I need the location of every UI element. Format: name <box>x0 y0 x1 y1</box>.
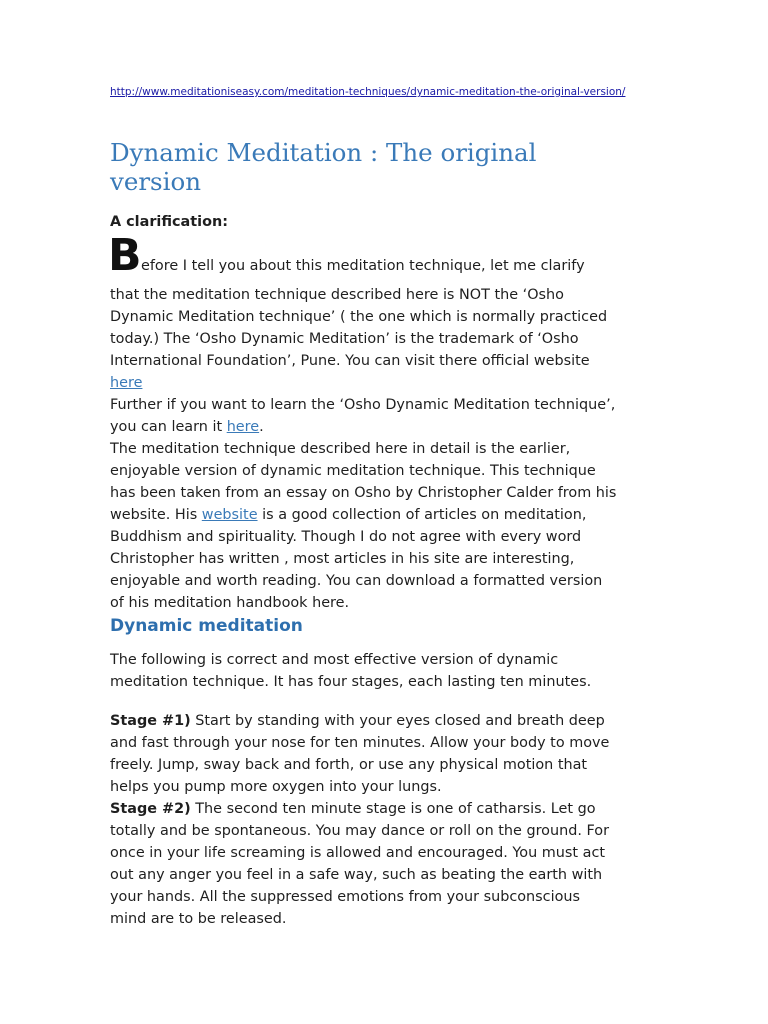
text-line: efore I tell you about this meditation technique, let me clarify <box>141 258 585 274</box>
section-heading: Dynamic meditation <box>110 616 303 636</box>
dropcap-line <box>110 232 662 284</box>
text-line: Further if you want to learn the ‘Osho Dynamic Meditation technique’, <box>110 397 616 413</box>
text-line <box>110 416 662 438</box>
text-line: has been taken from an essay on Osho by Christopher Calder from his <box>110 485 617 501</box>
text-line: meditation technique. It has four stages, each lasting ten minutes. <box>110 674 592 690</box>
text-line: helps you pump more oxygen into your lungs. <box>110 779 442 795</box>
text-line: The meditation technique described here in detail is the earlier, <box>110 441 571 457</box>
text-line <box>110 372 662 394</box>
text-line: of his meditation handbook here. <box>110 595 350 611</box>
text-line: mind are to be released. <box>110 911 287 927</box>
text-line: International Foundation’, Pune. You can visit there official website <box>110 353 590 369</box>
official-website-link[interactable]: here <box>110 375 143 391</box>
text-line: Buddhism and spirituality. Though I do not agree with every word <box>110 529 582 545</box>
text-line: enjoyable version of dynamic meditation technique. This technique <box>110 463 596 479</box>
text-line <box>110 504 662 526</box>
text-line: today.) The ‘Osho Dynamic Meditation’ is the trademark of ‘Osho <box>110 331 579 347</box>
stages-paragraph <box>110 710 662 930</box>
text-segment: website. His <box>110 507 202 523</box>
text-line: totally and be spontaneous. You may dance or roll on the ground. For <box>110 823 609 839</box>
text-line <box>110 798 662 820</box>
text-line: out any anger you feel in a safe way, such as beating the earth with <box>110 867 603 883</box>
text-segment: . <box>259 419 264 435</box>
text-segment: is a good collection of articles on meditation, <box>257 507 587 523</box>
text-segment: Start by standing with your eyes closed and breath deep <box>190 713 605 729</box>
page-title <box>110 138 630 196</box>
text-segment: The second ten minute stage is one of catharsis. Let go <box>190 801 596 817</box>
text-line: enjoyable and worth reading. You can download a formatted version <box>110 573 603 589</box>
text-line: once in your life screaming is allowed and encouraged. You must act <box>110 845 605 861</box>
text-line: that the meditation technique described here is NOT the ‘Osho <box>110 287 564 303</box>
text-line: Christopher has written , most articles in his site are interesting, <box>110 551 575 567</box>
text-line: The following is correct and most effective version of dynamic <box>110 652 559 668</box>
text-line <box>110 710 662 732</box>
calder-website-link[interactable]: website <box>201 507 258 523</box>
source-url-link[interactable]: http://www.meditationiseasy.com/meditation-techniques/dynamic-meditation-the-original-version/ <box>110 86 626 98</box>
clarification-label: A clarification: <box>110 214 228 230</box>
section-intro-paragraph <box>110 649 662 693</box>
learn-technique-link[interactable]: here <box>226 419 260 435</box>
intro-paragraph <box>110 232 662 614</box>
stage-label: Stage #2) <box>110 801 191 817</box>
text-segment: you can learn it <box>110 419 227 435</box>
stage-label: Stage #1) <box>110 713 191 729</box>
text-line: your hands. All the suppressed emotions from your subconscious <box>110 889 581 905</box>
text-line: freely. Jump, sway back and forth, or use any physical motion that <box>110 757 588 773</box>
drop-cap-letter: B <box>108 230 142 281</box>
title-line: Dynamic Meditation : The original <box>110 138 537 167</box>
text-line: Dynamic Meditation technique’ ( the one which is normally practiced <box>110 309 608 325</box>
text-line: and fast through your nose for ten minutes. Allow your body to move <box>110 735 610 751</box>
title-line: version <box>110 167 201 196</box>
